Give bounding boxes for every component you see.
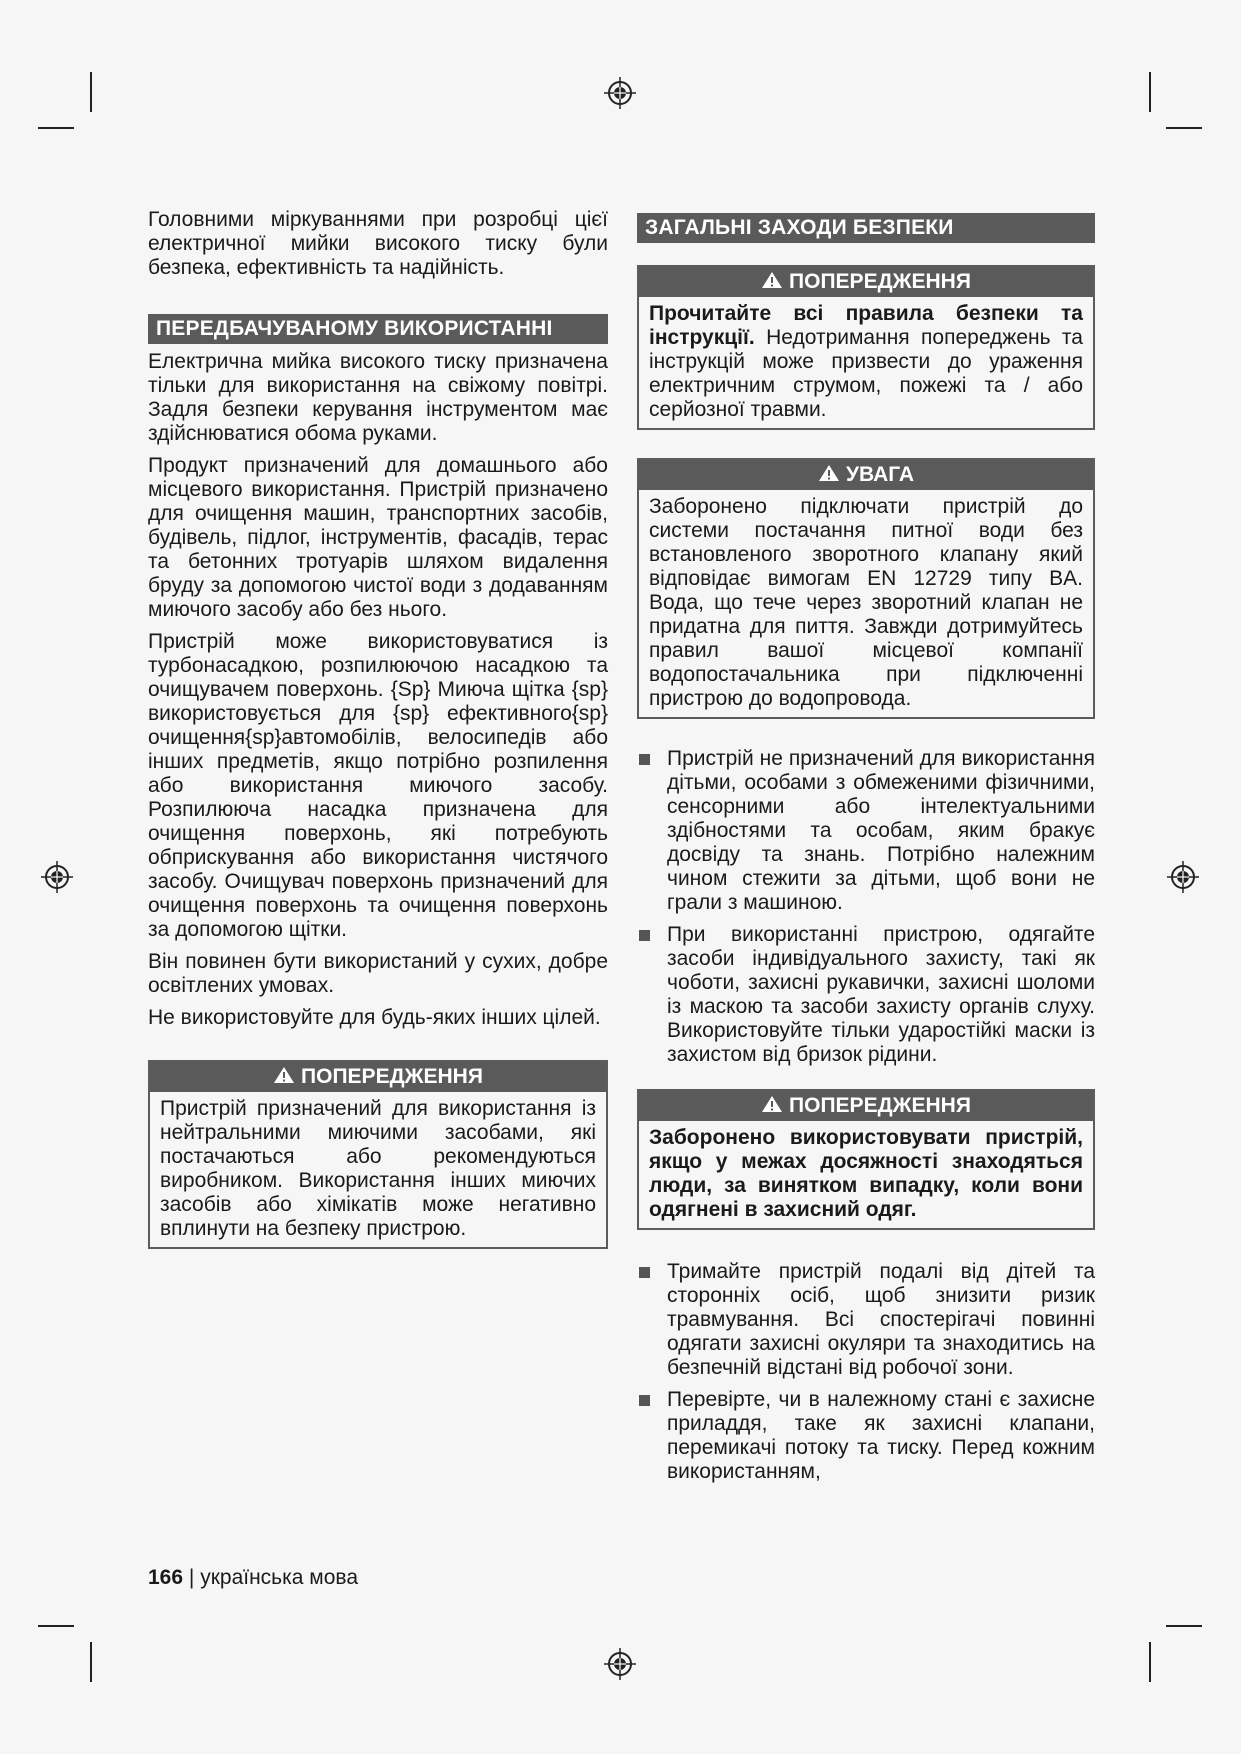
warning-box-body — [639, 1121, 1093, 1228]
crop-mark — [1149, 72, 1151, 112]
page-number: 166 — [148, 1566, 184, 1589]
bullet-square-icon — [639, 930, 650, 941]
warning-box-body — [639, 297, 1093, 428]
registration-mark-icon — [40, 860, 74, 894]
warning-bold-text: Прочитайте всі правила безпеки та інструкції. — [649, 302, 1083, 349]
section-title-intended-use: ПЕРЕДБАЧУВАНОМУ ВИКОРИСТАННІ — [148, 314, 608, 344]
paragraph: Продукт призначений для домашнього або місцевого використання. Пристрій призначено для очищення машин, транспортних засобів, будівель, підлог, інструментів, фасадів, терас та бетонних тротуарів шляхом видалення бруду за допомогою чистої води з додаванням миючого засобу або без нього. — [148, 454, 608, 621]
bullet-square-icon — [639, 1267, 650, 1278]
crop-mark — [1149, 1642, 1151, 1682]
list-item: Перевірте, чи в належному стані є захисне приладдя, таке як захисні клапани, перемикачі потоку та тиску. Перед кожним використанням, — [637, 1388, 1095, 1484]
caution-box-header — [639, 460, 1093, 490]
list-item: Тримайте пристрій подалі від дітей та сторонніх осіб, щоб знизити ризик травмування. Всі спостерігачі повинні одягати захисні окуляри та знаходитись на безпечній відстані від робочої зони. — [637, 1260, 1095, 1380]
bullet-square-icon — [639, 1395, 650, 1406]
warning-box-text: Пристрій призначений для використання із нейтральними миючими засобами, які постачаються або рекомендуються виробником. Використання інших миючих засобів або хімікатів може негативно вплинути на безпеку пристрою. — [160, 1097, 596, 1240]
warning-triangle-icon — [273, 1066, 295, 1084]
registration-mark-icon — [603, 1647, 637, 1681]
paragraph: Не використовуйте для будь-яких інших цілей. — [148, 1006, 601, 1029]
footer-language: українська мова — [200, 1566, 359, 1589]
warning-triangle-icon — [761, 271, 783, 289]
warning-box-header — [639, 1091, 1093, 1121]
bullet-square-icon — [639, 754, 650, 765]
warning-triangle-icon — [761, 1095, 783, 1113]
warning-box-text — [649, 302, 1083, 422]
intro-paragraph: Головними міркуваннями при розробці цієї електричної мийки високого тиску були безпека, ефективність та надійність. — [148, 208, 608, 279]
caution-box-title: УВАГА — [845, 463, 915, 486]
warning-triangle-icon — [818, 464, 840, 482]
caution-box-text: Заборонено підключати пристрій до системи постачання питної води без встановленого зворотного клапану який відповідає вимогам EN 12729 типу BA. Вода, що тече через зворотний клапан не придатна для пиття. Завжди дотримуйтесь правил вашої місцевої компанії водопостачальника при підключенні пристрою до водопровода. — [649, 495, 1083, 710]
paragraph: Він повинен бути використаний у сухих, добре освітлених умовах. — [148, 950, 608, 997]
warning-box-detergents — [148, 1060, 608, 1249]
warning-box-header — [150, 1062, 606, 1092]
warning-box-title: ПОПЕРЕДЖЕННЯ — [301, 1065, 483, 1088]
caution-box-body — [639, 490, 1093, 717]
paragraph: Електрична мийка високого тиску призначена тільки для використання на свіжому повітрі. Задля безпеки керування інструментом має здійснюватися обома руками. — [148, 350, 608, 445]
registration-mark-icon — [603, 76, 637, 110]
list-item: Пристрій не призначений для використання дітьми, особами з обмеженими фізичними, сенсорними або інтелектуальними здібностями та особам, яким бракує досвіду та знань. Потрібно належним чином стежити за дітьми, щоб вони не грали з машиною. — [637, 747, 1095, 915]
registration-mark-icon — [1166, 860, 1200, 894]
footer-separator: | — [188, 1566, 195, 1589]
safety-bullet-list — [637, 747, 1095, 1067]
warning-bold-text: Заборонено використовувати пристрій, якщо у межах досяжності знаходяться люди, за винятком випадку, коли вони одягнені в захисний одяг. — [649, 1126, 1083, 1221]
section-title-general-safety: ЗАГАЛЬНІ ЗАХОДИ БЕЗПЕКИ — [637, 213, 1095, 243]
warning-box-title: ПОПЕРЕДЖЕННЯ — [789, 270, 971, 293]
page-footer — [148, 1566, 358, 1590]
left-column — [148, 208, 608, 1249]
warning-box-title: ПОПЕРЕДЖЕННЯ — [789, 1094, 971, 1117]
crop-mark — [1166, 1625, 1202, 1627]
crop-mark — [1166, 127, 1202, 129]
warning-regular-text: Недотримання попереджень та інструкцій може призвести до ураження електричним струмом, пожежі та / або серйозної травми. — [649, 326, 1083, 421]
caution-box-drinking-water — [637, 458, 1095, 719]
warning-box-header — [639, 267, 1093, 297]
right-column — [637, 213, 1095, 1492]
crop-mark — [38, 1625, 74, 1627]
warning-box-people-nearby — [637, 1089, 1095, 1230]
list-item: При використанні пристрою, одягайте засоби індивідуального захисту, такі як чоботи, захисні рукавички, захисні шоломи із маскою та засоби захисту органів слуху. Використовуйте тільки ударостійкі маски із захистом від бризок рідини. — [637, 923, 1095, 1067]
warning-box-body — [150, 1092, 606, 1247]
crop-mark — [90, 72, 92, 112]
warning-box-read-rules — [637, 265, 1095, 430]
crop-mark — [90, 1642, 92, 1682]
safety-bullet-list — [637, 1260, 1095, 1484]
paragraph: Пристрій може використовуватися із турбонасадкою, розпилюючою насадкою та очищувачем поверхонь. {Sp} Миюча щітка {sp} використовується для {sp} ефективного{sp}очищення{sp}автомобілів, велосипедів або інших предметів, якщо потрібно розпилення або використання миючого засобу. Розпилююча насадка призначена для очищення поверхонь, які потребують обприскування або використання чистячого засобу. Очищувач поверхонь призначений для очищення поверхонь та очищення поверхонь за допомогою щітки. — [148, 630, 608, 941]
crop-mark — [38, 127, 74, 129]
